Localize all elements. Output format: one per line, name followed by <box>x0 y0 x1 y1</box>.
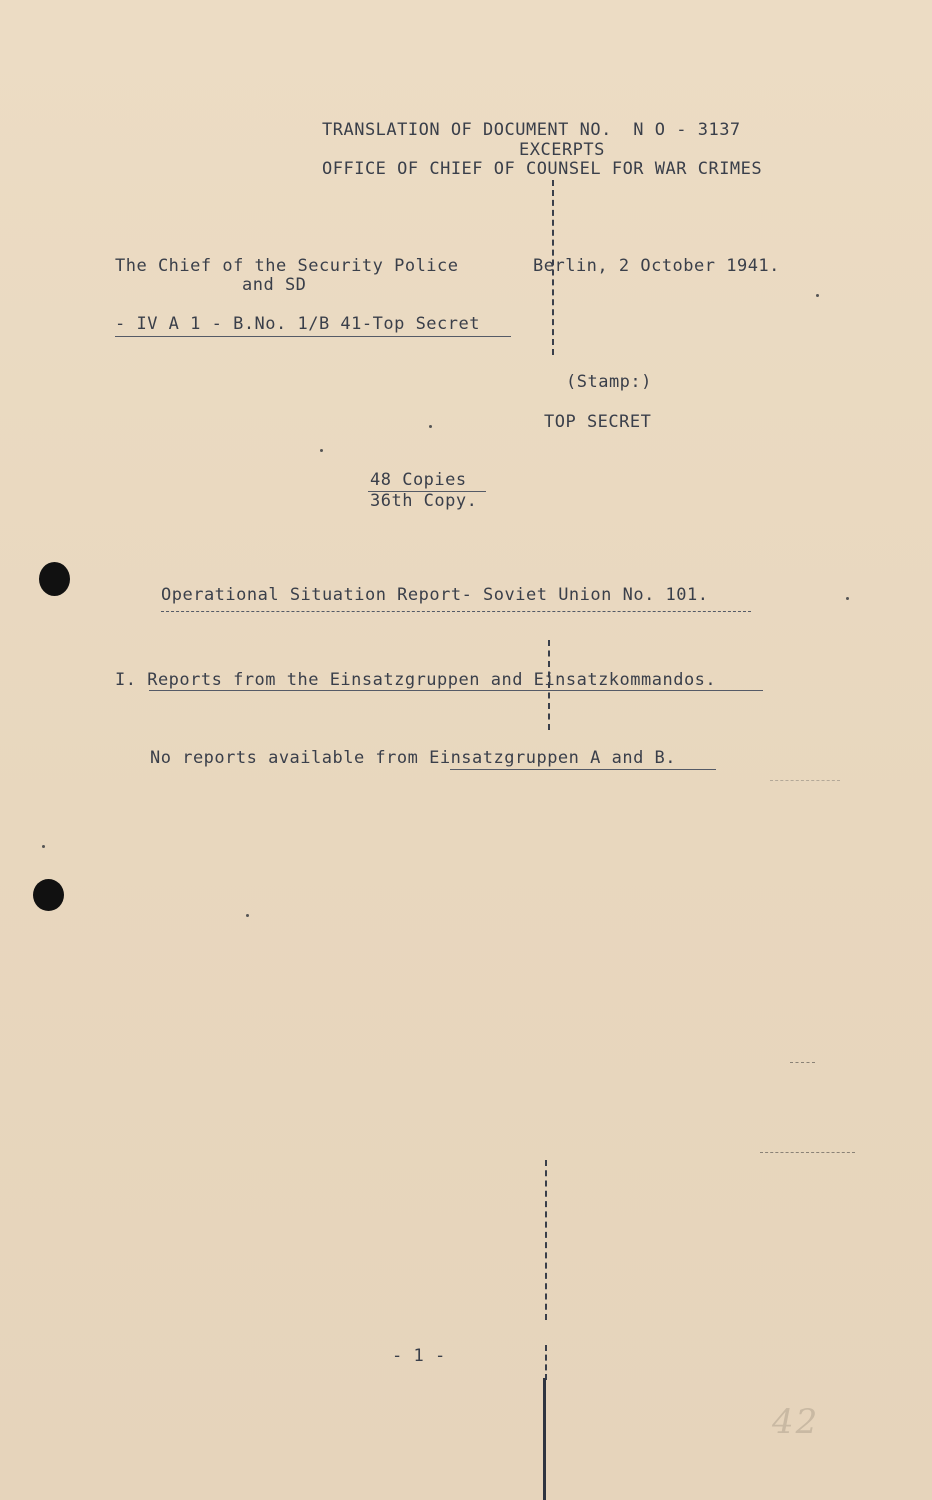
report-title-underline <box>161 611 751 612</box>
copies-count: 48 Copies <box>370 470 467 490</box>
paper-speck <box>816 294 819 297</box>
edge-mark <box>770 780 840 781</box>
sender-line-1: The Chief of the Security Police <box>115 256 459 276</box>
copy-number: 36th Copy. <box>370 491 478 511</box>
header-line-excerpts: EXCERPTS <box>519 140 605 160</box>
punch-hole-upper <box>39 562 70 596</box>
paper-speck <box>246 914 249 917</box>
fold-line-bottom-dashed <box>545 1345 547 1380</box>
fold-line-middle <box>548 640 550 730</box>
paper-speck <box>429 425 432 428</box>
fold-line-lower <box>545 1160 547 1320</box>
fold-line-upper <box>552 180 554 355</box>
paper-speck <box>42 845 45 848</box>
sender-line-2: and SD <box>242 275 307 295</box>
edge-mark <box>790 1062 815 1063</box>
fold-line-bottom-solid <box>543 1378 546 1500</box>
stamp-text: TOP SECRET <box>544 412 652 432</box>
paper-speck <box>846 597 849 600</box>
punch-hole-lower <box>33 879 64 911</box>
stamp-label: (Stamp:) <box>566 372 652 392</box>
header-line-translation: TRANSLATION OF DOCUMENT NO. N O - 3137 <box>322 120 741 140</box>
sender-reference-underline <box>115 336 511 337</box>
report-title: Operational Situation Report- Soviet Union No. 101. <box>161 585 709 605</box>
edge-mark <box>760 1152 855 1153</box>
section-heading-underline <box>149 690 763 691</box>
paper-speck <box>320 449 323 452</box>
section-heading: I. Reports from the Einsatzgruppen and Einsatzkommandos. <box>115 670 717 690</box>
body-text-underline <box>450 769 716 770</box>
place-date: Berlin, 2 October 1941. <box>533 256 780 276</box>
page-number: - 1 - <box>392 1346 446 1366</box>
handwritten-page-number: 42 <box>772 1402 820 1442</box>
sender-reference: - IV A 1 - B.No. 1/B 41-Top Secret <box>115 314 480 334</box>
body-text: No reports available from Einsatzgruppen A and B. <box>150 748 677 768</box>
header-line-office: OFFICE OF CHIEF OF COUNSEL FOR WAR CRIMES <box>322 159 763 179</box>
